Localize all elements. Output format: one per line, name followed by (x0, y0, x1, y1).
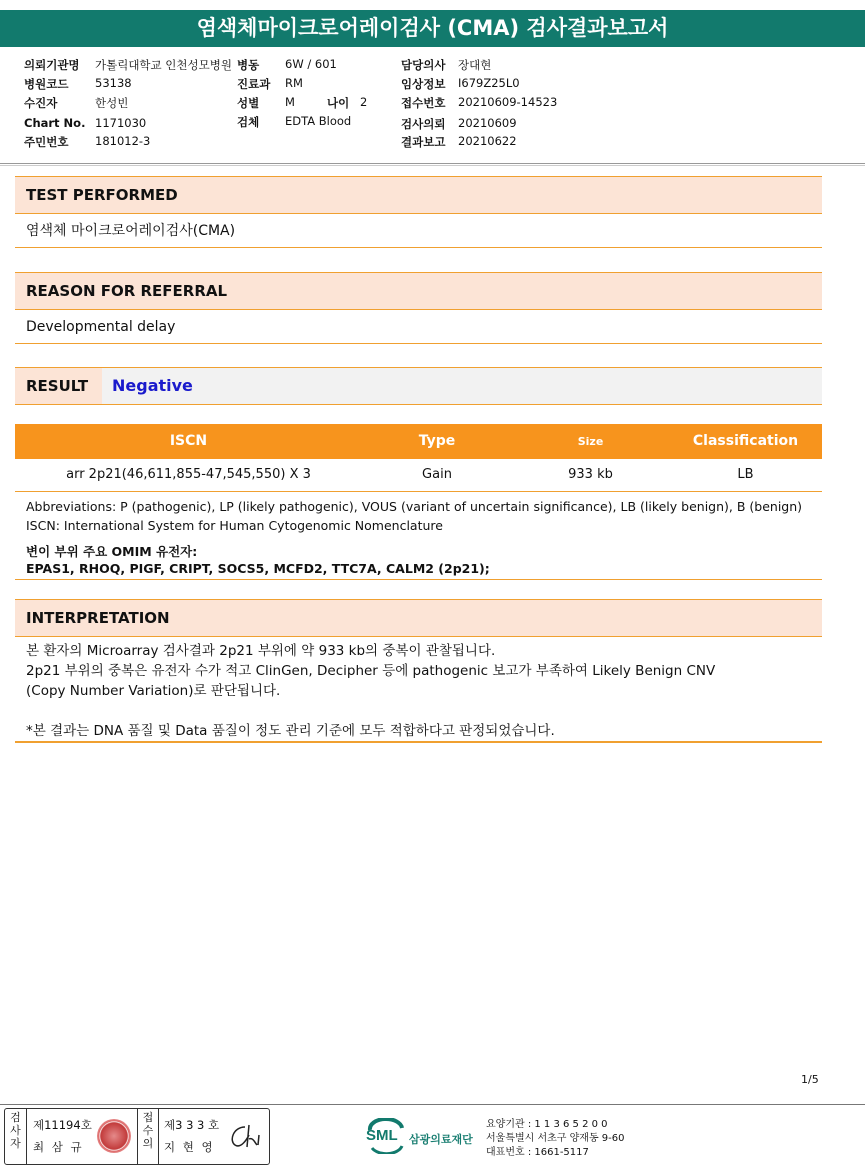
spacer (26, 701, 715, 721)
test-performed-heading: TEST PERFORMED (15, 176, 822, 214)
specimen-value: EDTA Blood (285, 114, 352, 128)
header-divider-shadow (0, 165, 865, 166)
examiner-number: 제11194호 (33, 1118, 92, 1132)
sex-value: M (285, 95, 295, 109)
chart-value: 1171030 (95, 116, 147, 130)
specimen-label: 검체 (237, 115, 260, 129)
interpretation-line: 본 환자의 Microarray 검사결과 2p21 부위에 약 933 kb의 중복이 관찰됩니다. (26, 643, 496, 659)
receipt-value: 20210609-14523 (458, 95, 558, 109)
report-date-label: 결과보고 (401, 135, 446, 149)
logo-text: SML (366, 1127, 398, 1144)
approver-label: 접수의 (137, 1109, 159, 1164)
footer-divider (0, 1104, 865, 1105)
age-value: 2 (360, 95, 368, 109)
req-date-value: 20210609 (458, 116, 517, 130)
doctor-label: 담당의사 (401, 58, 446, 72)
patient-label: 수진자 (24, 96, 58, 110)
interpretation-divider (15, 741, 822, 743)
examiner-name: 최 삼 규 (33, 1140, 84, 1154)
org-name: 삼광의료재단 (409, 1133, 473, 1146)
referral-heading: REASON FOR REFERRAL (15, 272, 822, 310)
cell-size: 933 kb (568, 467, 613, 482)
org-details (486, 1118, 625, 1160)
age-label: 나이 (327, 96, 350, 110)
patient-value: 한성빈 (95, 96, 129, 110)
cell-classification: LB (737, 467, 754, 482)
hosp-code-label: 병원코드 (24, 77, 69, 91)
interpretation-line: 2p21 부위의 중복은 유전자 수가 적고 ClinGen, Decipher 등에 pathogenic 보고가 부족하여 Likely Benign CNV (26, 663, 716, 679)
dept-label: 진료과 (237, 77, 271, 91)
examiner-label: 검사자 (5, 1109, 27, 1164)
col-iscn: ISCN (169, 433, 208, 449)
col-size: Size (577, 435, 604, 448)
cell-type: Gain (422, 467, 452, 482)
results-table-header (15, 424, 822, 459)
interpretation-line: (Copy Number Variation)로 판단됩니다. (26, 683, 281, 699)
approver-name: 지 현 영 (164, 1140, 215, 1154)
receipt-label: 접수번호 (401, 96, 446, 110)
clinical-value: I679Z25L0 (458, 76, 520, 90)
referral-text: Developmental delay (15, 310, 822, 344)
header-divider (0, 163, 865, 164)
rrn-label: 주민번호 (24, 135, 69, 149)
hosp-code-value: 53138 (95, 76, 132, 90)
clinical-label: 임상정보 (401, 77, 446, 91)
omim-genes: EPAS1, RHOQ, PIGF, CRIPT, SOCS5, MCFD2, TTC7A, CALM2 (2p21); (26, 561, 490, 576)
abbreviations-line: Abbreviations: P (pathogenic), LP (likely pathogenic), VOUS (variant of uncertain significance), LB (likely benign), B (benign) (26, 499, 803, 514)
result-label: RESULT (15, 368, 102, 404)
col-type: Type (418, 433, 456, 449)
signature-icon (225, 1121, 263, 1153)
seal-stamp (97, 1119, 131, 1153)
dept-value: RM (285, 76, 303, 90)
signature-box (4, 1108, 270, 1165)
doctor-value: 장대현 (458, 58, 492, 72)
interpretation-body (26, 641, 715, 741)
req-inst-value: 가톨릭대학교 인천성모병원 (95, 58, 232, 72)
phone: 대표번호 : 1661-5117 (486, 1147, 589, 1158)
result-row (15, 367, 822, 405)
inst-code: 요양기관 : 1 1 3 6 5 2 0 0 (486, 1119, 608, 1130)
approver-number: 제3 3 3 호 (164, 1118, 220, 1132)
table-row (15, 459, 822, 492)
ward-label: 병동 (237, 58, 260, 72)
req-inst-label: 의뢰기관명 (24, 58, 80, 72)
chart-label: Chart No. (24, 116, 86, 130)
cell-iscn: arr 2p21(46,611,855-47,545,550) X 3 (66, 467, 311, 482)
iscn-definition: ISCN: International System for Human Cytogenomic Nomenclature (26, 518, 443, 533)
col-classification: Classification (692, 433, 799, 449)
req-date-label: 검사의뢰 (401, 117, 446, 131)
result-value: Negative (112, 376, 193, 395)
interpretation-heading: INTERPRETATION (15, 599, 822, 637)
sex-label: 성별 (237, 96, 260, 110)
omim-title: 변이 부위 주요 OMIM 유전자: (26, 544, 198, 559)
report-title: 염색체마이크로어레이검사 (CMA) 검사결과보고서 (0, 10, 865, 47)
rrn-value: 181012-3 (95, 134, 151, 148)
test-performed-text: 염색체 마이크로어레이검사(CMA) (15, 214, 822, 248)
page-number: 1/5 (801, 1073, 819, 1086)
report-date-value: 20210622 (458, 134, 517, 148)
interpretation-note: *본 결과는 DNA 품질 및 Data 품질이 정도 관리 기준에 모두 적합하다고 판정되었습니다. (26, 723, 555, 739)
patient-info (0, 54, 865, 154)
sml-logo-icon (366, 1118, 402, 1154)
ward-value: 6W / 601 (285, 57, 337, 71)
address: 서울특별시 서초구 양재동 9-60 (486, 1133, 625, 1144)
omim-divider (15, 579, 822, 580)
